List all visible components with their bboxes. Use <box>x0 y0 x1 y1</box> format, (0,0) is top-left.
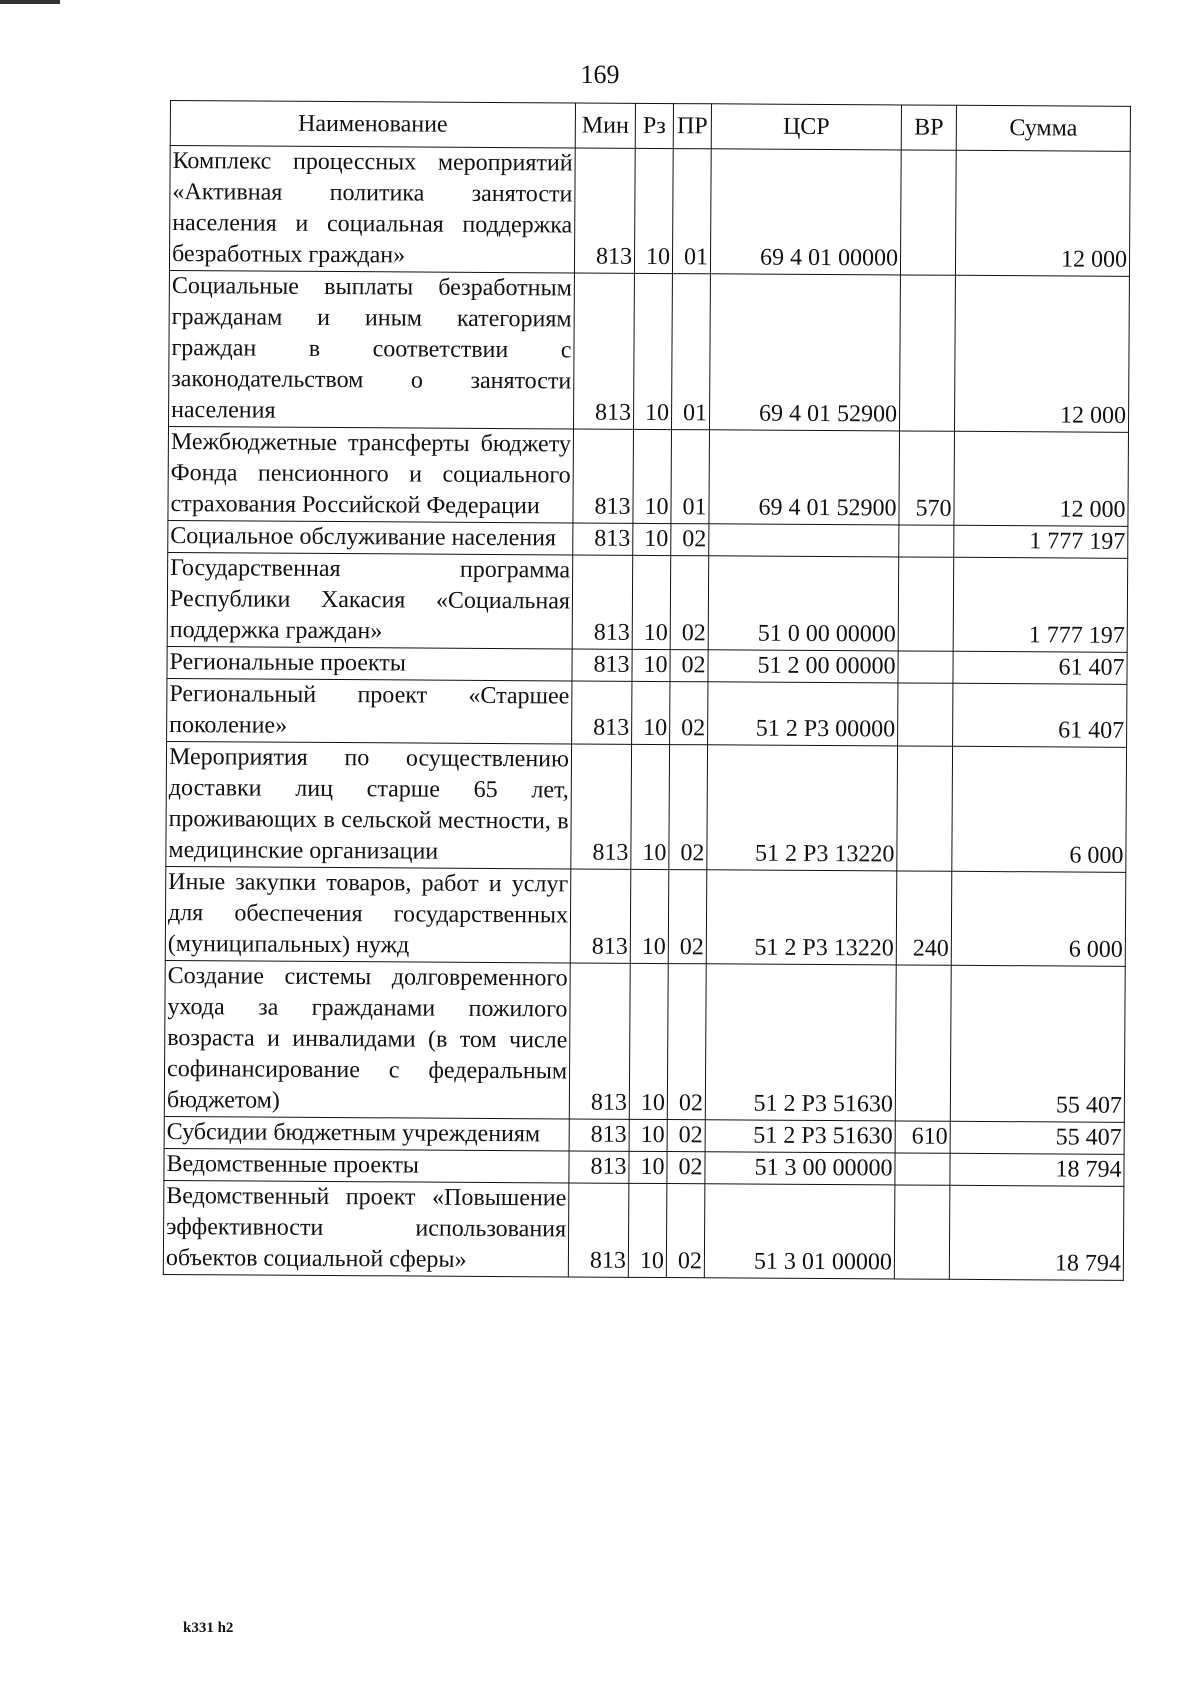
table-row <box>166 741 1127 872</box>
row-min: 813 <box>573 523 633 555</box>
table-header-row <box>170 101 1130 152</box>
row-min: 813 <box>572 555 633 649</box>
row-name: Региональный проект «Старшее поколение» <box>167 678 572 743</box>
row-name: Ведомственные проекты <box>164 1148 569 1182</box>
header-min: Мин <box>575 103 635 148</box>
row-csr: 51 3 00 00000 <box>705 1152 895 1185</box>
row-pr: 02 <box>670 682 708 745</box>
row-min: 813 <box>568 1183 629 1277</box>
row-csr: 51 3 01 00000 <box>704 1184 895 1279</box>
budget-table <box>163 100 1131 1281</box>
row-rz: 10 <box>628 1183 667 1277</box>
row-pr: 02 <box>670 650 708 682</box>
row-name: Комплекс процессных мероприятий «Активная политика занятости населения и социальная поддержка безработных граждан» <box>169 146 575 273</box>
row-csr: 51 2 Р3 13220 <box>706 870 897 965</box>
row-rz: 10 <box>632 649 670 681</box>
row-vr: 570 <box>899 431 955 525</box>
row-pr: 02 <box>667 1120 705 1152</box>
row-name: Социальные выплаты безработным гражданам и иным категориям граждан в соответствии с законодательством о занятости населения <box>169 270 575 428</box>
table-row <box>169 146 1130 277</box>
page-number: 169 <box>580 60 620 89</box>
row-pr: 02 <box>667 1152 705 1184</box>
row-min: 813 <box>570 869 631 963</box>
row-csr: 51 2 00 00000 <box>708 650 898 683</box>
row-sum: 61 407 <box>953 651 1127 684</box>
row-csr: 51 0 00 00000 <box>708 556 899 651</box>
row-vr <box>897 746 953 871</box>
row-rz: 10 <box>633 523 671 555</box>
table-row <box>168 426 1129 526</box>
row-name: Социальное обслуживание населения <box>168 520 573 554</box>
table-row <box>168 520 1128 558</box>
row-rz: 10 <box>632 681 670 744</box>
row-sum: 18 794 <box>950 1153 1124 1186</box>
row-rz: 10 <box>629 963 668 1119</box>
footer-document-code: k331 h2 <box>183 1620 234 1636</box>
row-min: 813 <box>569 1119 629 1151</box>
table-row <box>163 1180 1124 1280</box>
header-rz: Рз <box>635 103 673 148</box>
row-sum: 1 777 197 <box>954 525 1128 558</box>
row-sum: 55 407 <box>950 1121 1124 1154</box>
row-vr <box>895 1153 950 1185</box>
row-min: 813 <box>572 681 632 744</box>
row-min: 813 <box>573 273 634 429</box>
header-name: Наименование <box>170 101 575 148</box>
row-pr: 02 <box>666 1184 705 1278</box>
row-sum: 61 407 <box>953 683 1127 747</box>
row-vr <box>895 965 951 1121</box>
row-name: Мероприятия по осуществлению доставки лиц старше 65 лет, проживающих в сельской местности, в медицинские организации <box>166 741 572 868</box>
row-csr: 51 2 Р3 51630 <box>705 1120 895 1153</box>
row-csr <box>709 524 899 557</box>
row-csr: 69 4 01 00000 <box>710 149 901 275</box>
row-pr: 02 <box>668 870 707 964</box>
table-row <box>167 552 1128 652</box>
row-name: Иные закупки товаров, работ и услуг для обеспечения государственных (муниципальных) нужд <box>165 866 571 962</box>
row-name: Региональные проекты <box>167 646 572 680</box>
row-csr: 51 2 Р3 13220 <box>707 745 898 871</box>
row-sum: 6 000 <box>952 746 1127 872</box>
row-csr: 51 2 Р3 51630 <box>705 964 896 1121</box>
header-vr: ВР <box>901 105 956 150</box>
header-sum: Сумма <box>956 105 1130 151</box>
row-pr: 02 <box>669 745 708 870</box>
row-vr <box>899 525 954 557</box>
row-name: Создание системы долговременного ухода за гражданами пожилого возраста и инвалидами (в том числе софинансирование с федеральным бюджетом) <box>164 960 570 1118</box>
row-min: 813 <box>573 429 634 523</box>
row-rz: 10 <box>632 555 671 649</box>
table-row <box>164 960 1125 1122</box>
row-pr: 02 <box>670 556 709 650</box>
row-name: Государственная программа Республики Хакасия «Социальная поддержка граждан» <box>167 552 573 648</box>
row-min: 813 <box>571 744 632 869</box>
table-row <box>169 270 1130 432</box>
row-rz: 10 <box>629 1151 667 1183</box>
row-rz: 10 <box>630 869 669 963</box>
header-pr: ПР <box>673 104 711 149</box>
row-vr <box>894 1185 950 1279</box>
row-name: Ведомственный проект «Повышение эффективности использования объектов социальной сферы» <box>163 1180 569 1276</box>
row-vr <box>898 651 953 683</box>
row-vr <box>898 683 953 746</box>
row-sum: 6 000 <box>951 871 1126 966</box>
scan-edge-mark <box>0 0 60 4</box>
row-csr: 69 4 01 52900 <box>709 430 900 525</box>
row-min: 813 <box>569 963 630 1119</box>
header-csr: ЦСР <box>711 104 901 150</box>
row-min: 813 <box>572 649 632 681</box>
row-sum: 12 000 <box>954 275 1129 432</box>
row-sum: 18 794 <box>949 1185 1124 1280</box>
row-name: Межбюджетные трансферты бюджету Фонда пенсионного и социального страхования Российской Федерации <box>168 426 574 522</box>
row-min: 813 <box>574 148 635 273</box>
row-csr: 51 2 Р3 00000 <box>708 682 898 746</box>
row-pr: 01 <box>671 430 710 524</box>
table-row <box>165 866 1126 966</box>
row-pr: 02 <box>671 524 709 556</box>
row-vr <box>899 275 955 431</box>
row-csr: 69 4 01 52900 <box>709 274 900 431</box>
row-vr: 240 <box>896 871 952 965</box>
row-sum: 12 000 <box>954 431 1129 526</box>
row-pr: 01 <box>672 149 711 274</box>
row-pr: 01 <box>671 274 710 430</box>
row-rz: 10 <box>633 429 672 523</box>
row-vr: 610 <box>895 1121 950 1153</box>
table-row <box>164 1116 1124 1154</box>
row-vr <box>900 150 956 275</box>
row-sum: 12 000 <box>955 150 1130 276</box>
row-min: 813 <box>569 1151 629 1183</box>
row-rz: 10 <box>633 273 672 429</box>
table-row <box>167 678 1127 747</box>
row-rz: 10 <box>631 744 670 869</box>
row-rz: 10 <box>634 148 673 273</box>
table-row <box>167 646 1127 684</box>
table-row <box>164 1148 1124 1186</box>
row-sum: 55 407 <box>950 965 1125 1122</box>
row-pr: 02 <box>667 964 706 1120</box>
row-rz: 10 <box>629 1119 667 1151</box>
row-name: Субсидии бюджетным учреждениям <box>164 1116 569 1150</box>
row-vr <box>898 557 954 651</box>
row-sum: 1 777 197 <box>953 557 1128 652</box>
